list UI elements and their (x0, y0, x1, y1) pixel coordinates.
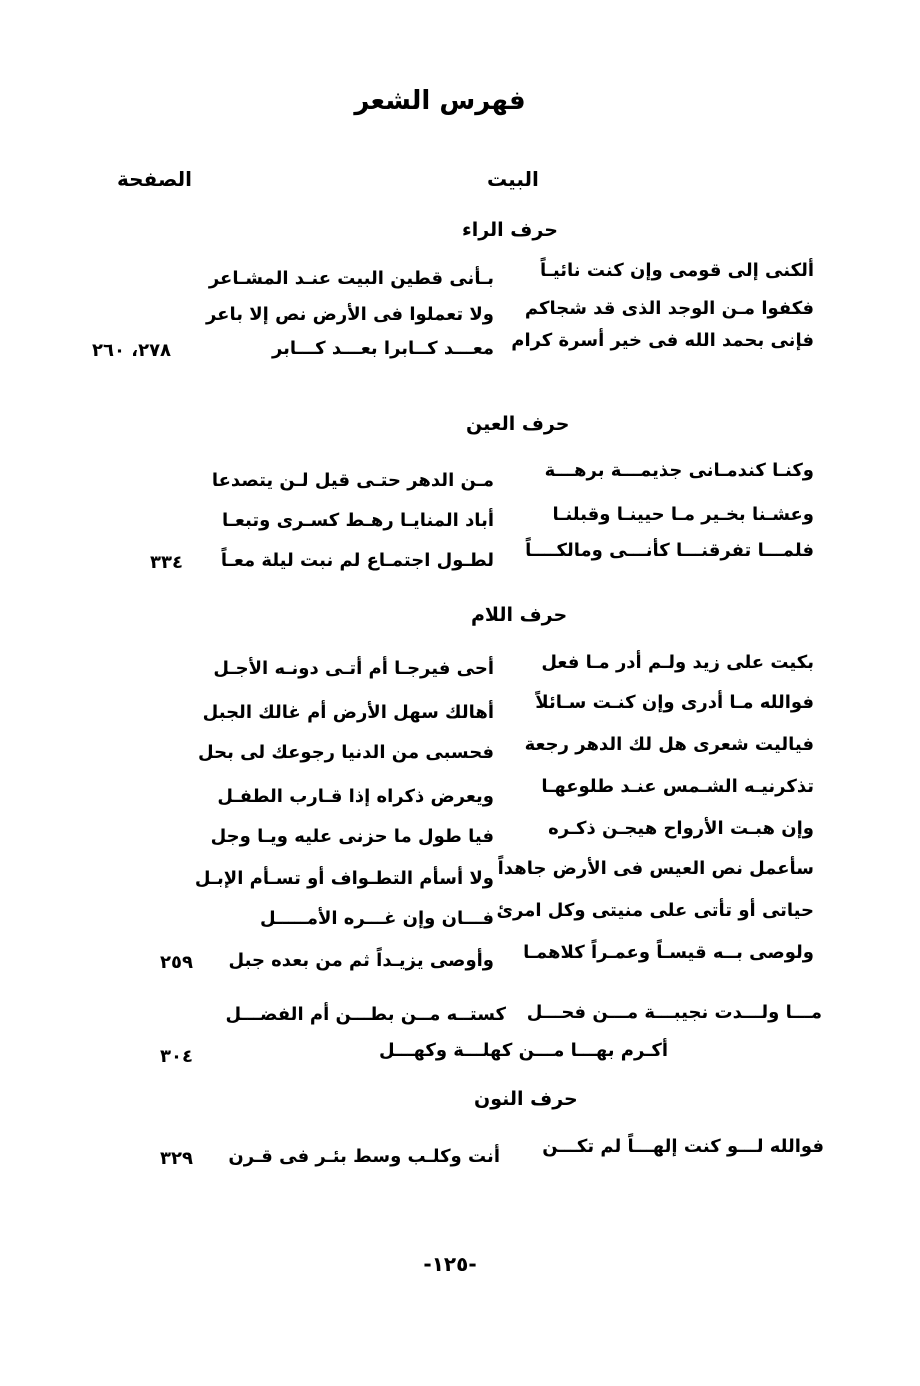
page-number: -١٢٥- (423, 1252, 477, 1276)
verse-first-hemistich: فلمـــا تفرقنـــا كأنـــى ومالكــــاً (525, 540, 814, 561)
verse-second-hemistich: لطـول اجتمـاع لم نبت ليلة معـاً (220, 550, 494, 571)
verse-second-hemistich: مـن الدهر حتـى قيل لـن يتصدعا (211, 470, 494, 491)
verse-second-hemistich: فيا طول ما حزنى عليه ويـا وجل (210, 826, 494, 847)
verse-first-hemistich: وإن هبـت الأرواح هيجـن ذكـره (548, 818, 814, 839)
verse-first-hemistich: مـــا ولـــدت نجيبـــة مـــن فحـــل (526, 1002, 822, 1023)
verse-first-hemistich: فإنى بحمد الله فى خير أسرة كرام (511, 330, 814, 351)
verse-second-hemistich: أحى فيرجـا أم أتـى دونـه الأجـل (213, 658, 494, 679)
section-heading-lam: حرف اللام (471, 604, 568, 626)
verse-column-header: البيت (487, 167, 539, 191)
verse-first-hemistich: فوالله لـــو كنت إلهـــاً لم تكـــن (542, 1136, 824, 1157)
verse-second-hemistich: وأوصى يزيـداً ثم من بعده جبل (228, 950, 494, 971)
verse-third-hemistich: أكـرم بهـــا مـــن كهلـــة وكهـــل (378, 1040, 668, 1061)
verse-first-hemistich: وعشـنا بخـير مـا حيينـا وقبلنـا (552, 504, 814, 525)
page-reference: ٣٣٤ (150, 552, 183, 573)
verse-second-hemistich: فحسبى من الدنيا رجوعك لى بحل (198, 742, 494, 763)
verse-second-hemistich: بـأنى قطين البيت عنـد المشـاعر (208, 268, 494, 289)
page-reference: ٢٧٨، ٢٦٠ (92, 340, 172, 361)
verse-first-hemistich: فياليت شعرى هل لك الدهر رجعة (524, 734, 814, 755)
section-heading-ra: حرف الراء (462, 219, 558, 241)
page-column-header: الصفحة (117, 167, 193, 191)
verse-second-hemistich: أهالك سهل الأرض أم غالك الجبل (202, 702, 494, 723)
verse-second-hemistich: ولا أسأم التطـواف أو تسـأم الإبـل (194, 868, 494, 889)
verse-first-hemistich: فكفوا مـن الوجد الذى قد شجاكم (524, 298, 814, 319)
verse-second-hemistich: فـــان وإن غـــره الأمـــــل (259, 908, 494, 929)
verse-second-hemistich: معـــد كــابرا بعـــد كـــابر (271, 338, 494, 359)
section-heading-nun: حرف النون (474, 1088, 578, 1110)
verse-first-hemistich: ألكنى إلى قومى وإن كنت نائيـاً (540, 260, 814, 281)
page-reference: ٢٥٩ (160, 952, 193, 973)
verse-second-hemistich: ولا تعملوا فى الأرض نص إلا باعر (205, 304, 494, 325)
verse-first-hemistich: بكيت على زيد ولـم أدر مـا فعل (541, 652, 814, 673)
page-reference: ٣٢٩ (160, 1148, 193, 1169)
verse-first-hemistich: وكنـا كندمـانى جذيمـــة برهـــة (544, 460, 814, 481)
verse-first-hemistich: ولوصى بــه قيسـاً وعمـراً كلاهمـا (523, 942, 814, 963)
verse-first-hemistich: فوالله مـا أدرى وإن كنـت سـائلاً (535, 692, 814, 713)
verse-second-hemistich: كستــه مــن بطـــن أم الفضـــل (225, 1004, 506, 1025)
verse-second-hemistich: أنت وكلـب وسط بئـر فى قـرن (228, 1146, 500, 1167)
section-heading-ayn: حرف العين (466, 413, 570, 435)
verse-first-hemistich: حياتى أو تأتى على منيتى وكل امرئ (496, 900, 814, 921)
page-reference: ٣٠٤ (160, 1046, 193, 1067)
page-title: فهرس الشعر (354, 86, 526, 116)
verse-first-hemistich: سأعمل نص العيس فى الأرض جاهداً (497, 858, 814, 879)
verse-second-hemistich: ويعرض ذكراه إذا قـارب الطفـل (217, 786, 494, 807)
verse-second-hemistich: أباد المنايـا رهـط كسـرى وتبعـا (221, 510, 494, 531)
verse-first-hemistich: تذكرنيـه الشـمس عنـد طلوعهـا (541, 776, 814, 797)
